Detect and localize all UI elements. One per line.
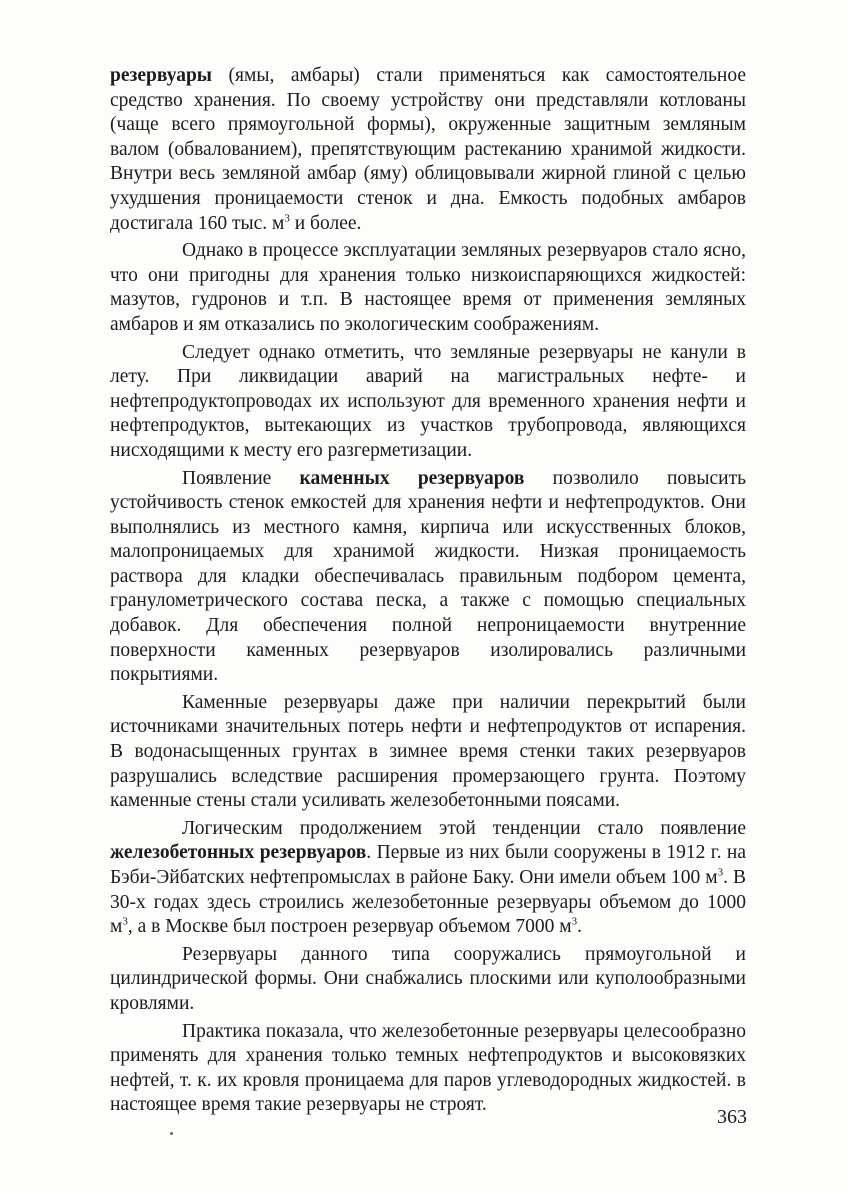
paragraph-text: , а в Москве был построен резервуар объемом 7000 м bbox=[127, 916, 572, 938]
paragraph-exploitation: Однако в процессе эксплуатации земляных резервуаров стало ясно, что они пригодны для хранения только низкоиспаряющихся жидкостей: мазутов, гудронов и т.п. В настоящее время от применения земляных амбаров и ям отказались по экологическим соображениям. bbox=[110, 240, 746, 335]
paragraph-text: . Первые из них были сооружены в 1912 г. на Бэби-Эйбатских нефтепромыслах в районе Баку. Они имели объем 100 м bbox=[110, 842, 747, 888]
paragraph-text: Появление bbox=[182, 467, 300, 489]
superscript: 3 bbox=[717, 866, 724, 879]
paragraph-text: и более. bbox=[289, 212, 362, 234]
paragraph-emergency-use: Следует однако отметить, что земляные резервуары не канули в лету. При ликвидации аварий на магистральных нефте- и нефтепродуктопроводах их используют для временного хранения нефти и нефтепродуктов, вытекающих из участков трубопровода, являющихся нисходящими к месту его разгерметизации. bbox=[110, 341, 746, 461]
paragraph-text: позволило повысить устойчивость стенок емкостей для хранения нефти и нефтепродуктов. Они выполнялись из местного камня, кирпича или искусственных блоков, малопроницаемых для хранимой жидкости. Низкая проницаемость раствора для кладки обеспечивалась правильным подбором цемента, гранулометрического состава песка, а также с помощью специальных добавок. Для обеспечения полной непроницаемости внутренние поверхности каменных резервуаров изолировались различными покрытиями. bbox=[110, 467, 746, 686]
superscript: 3 bbox=[571, 915, 578, 928]
page-number: 363 bbox=[717, 1106, 747, 1128]
paragraph-stone-losses: Каменные резервуары даже при наличии перекрытий были источниками значительных потерь нефти и нефтепродуктов от испарения. В водонасыщенных грунтах в зимнее время стенки таких резервуаров разрушались вследствие расширения промерзающего грунта. Поэтому каменные стены стали усиливать железобетонными поясами. bbox=[110, 691, 746, 812]
paragraph-concrete-practice: Практика показала, что железобетонные резервуары целесообразно применять для хранения только темных нефтепродуктов и высоковязких нефтей, т. к. их кровля проницаема для паров углеводородных жидкостей. в настоящее время такие резервуары не строят. bbox=[110, 1020, 746, 1116]
paragraph-earthen-reservoirs bbox=[110, 64, 746, 236]
superscript: 3 bbox=[284, 212, 290, 225]
paragraph-concrete-shapes: Резервуары данного типа сооружались прямоугольной и цилиндрической формы. Они снабжались плоскими или куполообразными кровлями. bbox=[110, 943, 746, 1014]
body-text bbox=[110, 64, 746, 1118]
bold-term: железобетонных резервуаров bbox=[110, 842, 367, 864]
bold-term: резервуары bbox=[110, 65, 213, 86]
paragraph-stone-reservoirs bbox=[110, 467, 746, 688]
bold-term: каменных резервуаров bbox=[299, 467, 525, 489]
superscript: 3 bbox=[122, 915, 128, 928]
scan-speck bbox=[170, 1132, 173, 1135]
paragraph-text: (ямы, амбары) стали применяться как самостоятельное средство хранения. По своему устройству они представляли котлованы (чаще всего прямоугольной формы), окруженные защитным земляным валом (обвалованием), препятствующим растеканию хранимой жидкости. Внутри весь земляной амбар (яму) облицовывали жирной глиной с целью ухудшения проницаемости стенок и дна. Емкость подобных амбаров достигала 160 тыс. м bbox=[110, 65, 746, 234]
paragraph-text: Логическим продолжением этой тенденции стало появление bbox=[182, 817, 746, 839]
paragraph-concrete-reservoirs bbox=[110, 817, 746, 940]
paragraph-text: . В 30-х годах здесь строились железобетонные резервуары объемом до 1000 м bbox=[110, 867, 747, 938]
paragraph-text: . bbox=[577, 916, 582, 938]
